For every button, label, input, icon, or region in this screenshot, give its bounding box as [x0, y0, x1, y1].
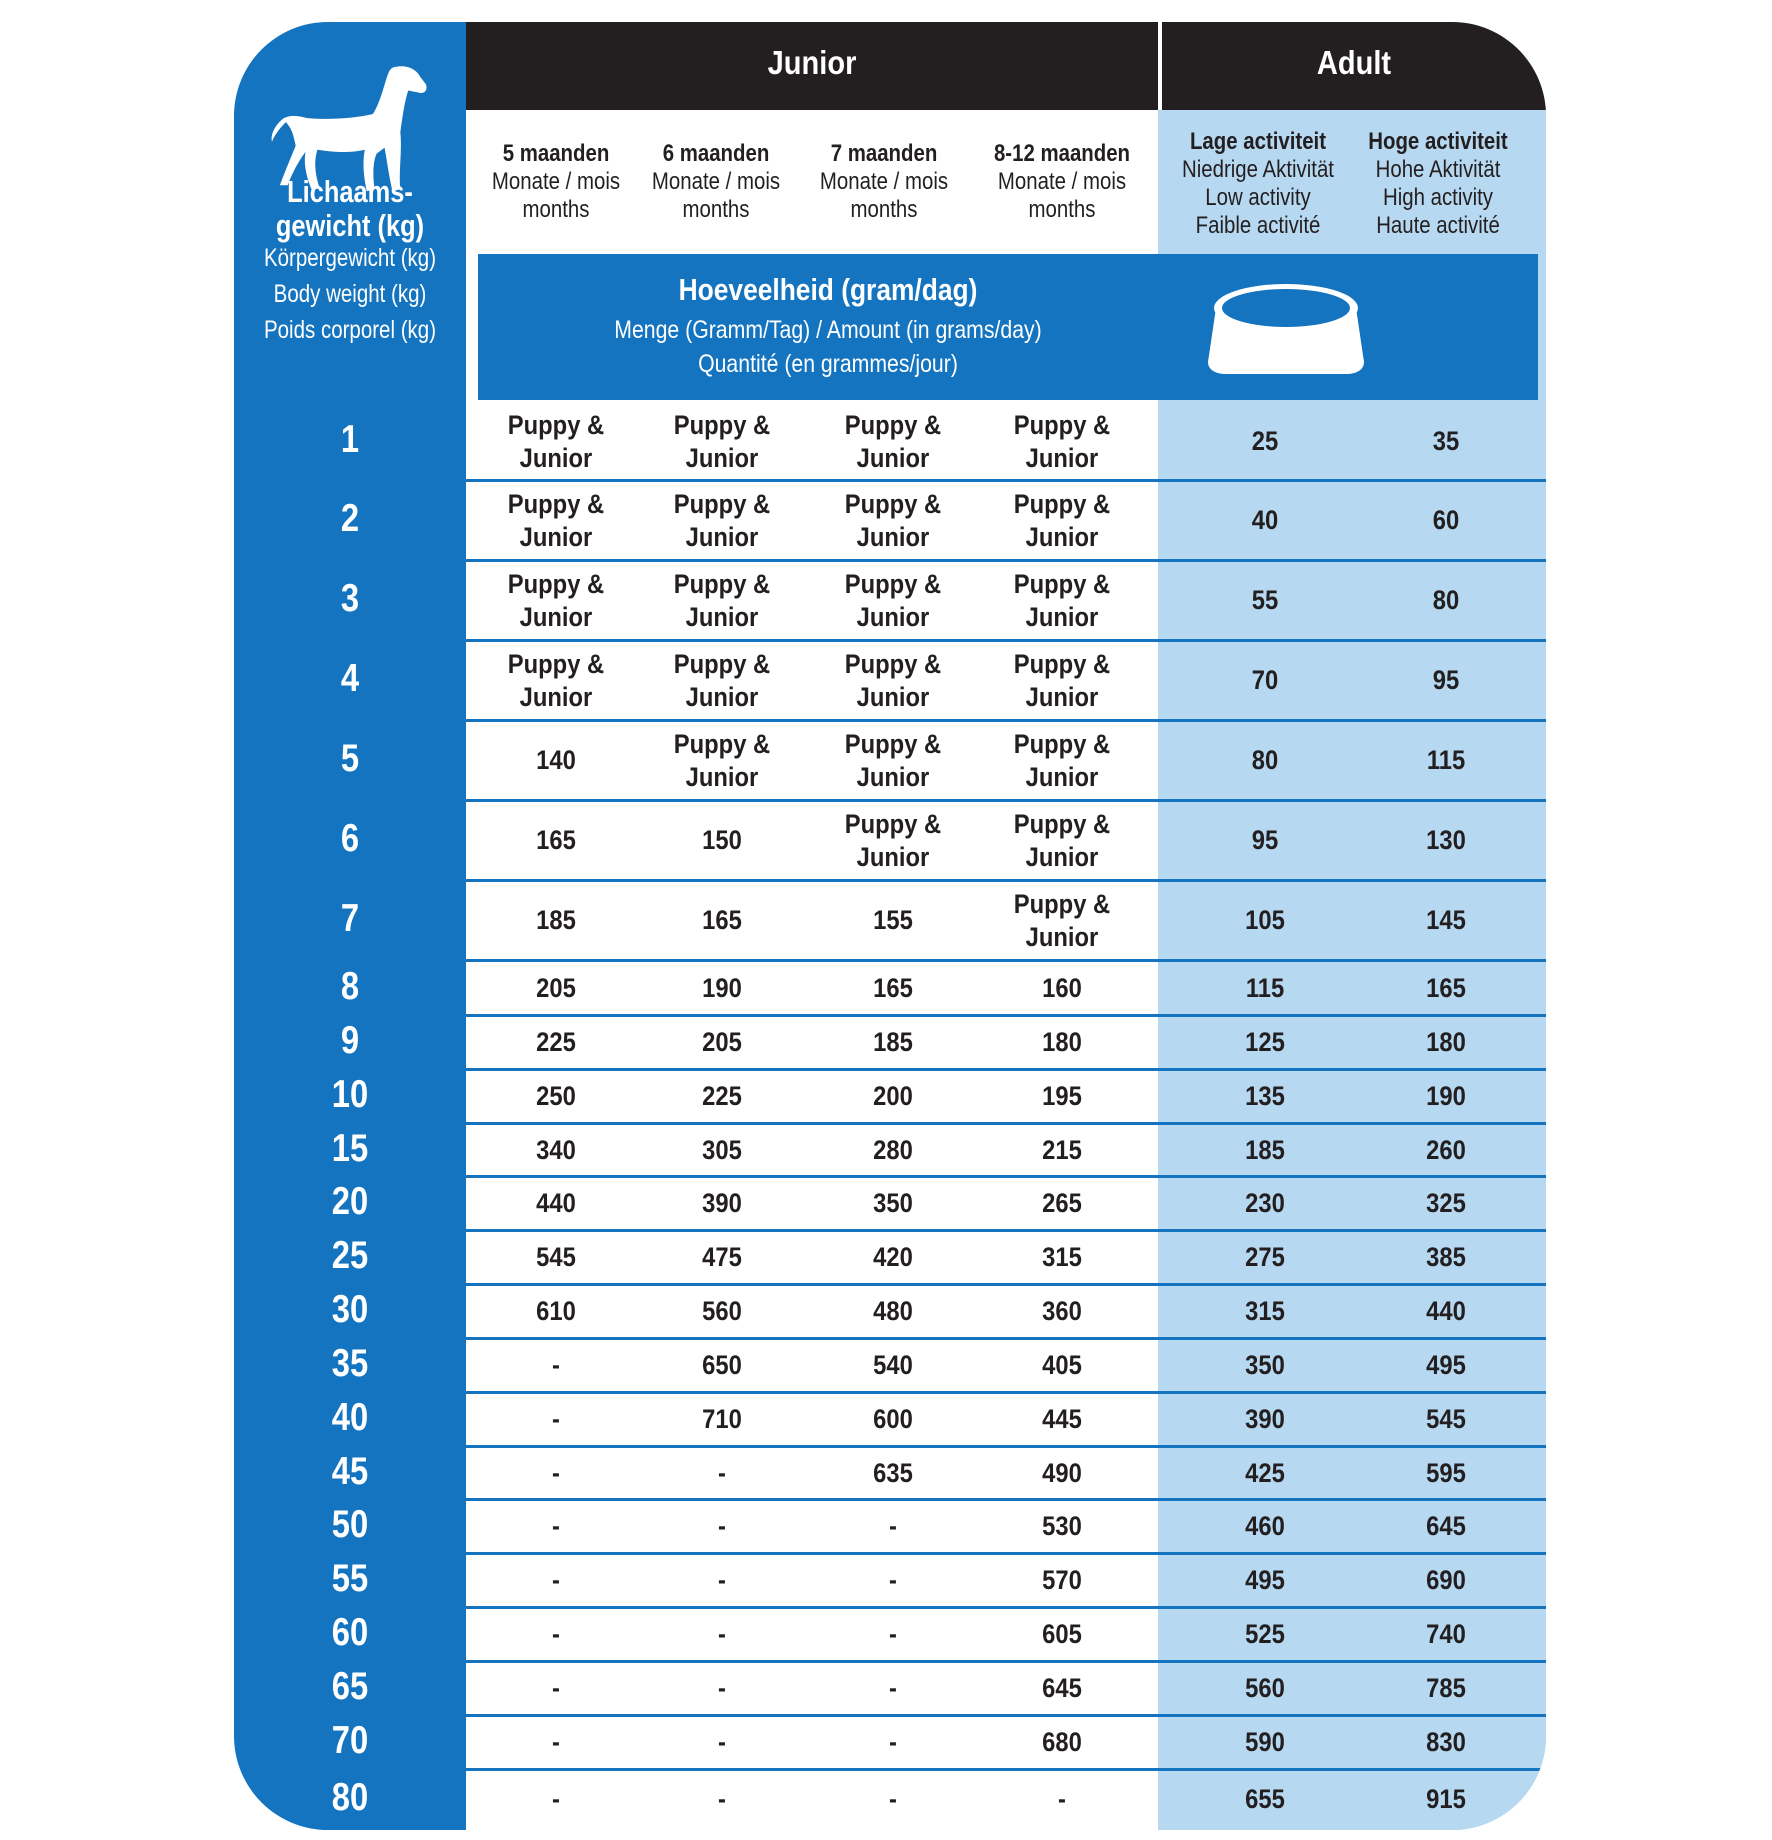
cell-label-line1: Puppy & [1013, 889, 1111, 919]
cell-amount: 125 [1245, 1027, 1285, 1057]
cell-label-line1: Puppy & [507, 649, 605, 679]
cell-amount: 495 [1426, 1350, 1466, 1380]
cell-amount: 180 [1426, 1027, 1466, 1057]
col-header-6-months [648, 140, 784, 224]
cell-amount: 105 [1245, 905, 1285, 935]
cell-puppy-junior [645, 568, 800, 634]
cell-amount: - [889, 1619, 897, 1649]
cell-puppy-junior [816, 488, 971, 554]
body-weight-label-nl-2: gewicht (kg) [275, 208, 425, 243]
cell-amount: 250 [536, 1081, 576, 1111]
food-bowl-icon [1206, 278, 1366, 378]
row-weight: 15 [331, 1126, 369, 1170]
row-weight: 25 [331, 1234, 369, 1277]
cell-label-line1: Puppy & [1013, 729, 1111, 759]
row-divider [466, 879, 1546, 882]
body-weight-label-en: Body weight (kg) [273, 280, 427, 308]
row-weight: 1 [340, 417, 360, 461]
cell-puppy-junior [985, 409, 1140, 475]
cell-amount: - [552, 1565, 560, 1595]
cell-amount: 265 [1042, 1188, 1082, 1218]
cell-label-line2: Junior [685, 762, 759, 792]
row-weight: 6 [340, 817, 360, 860]
cell-label-line1: Puppy & [673, 569, 771, 599]
cell-amount: 650 [702, 1350, 742, 1380]
cell-label-line1: Puppy & [507, 409, 605, 440]
cell-amount: - [718, 1619, 726, 1649]
row-weight: 8 [340, 964, 360, 1008]
row-weight: 65 [331, 1665, 369, 1708]
cell-amount: 315 [1245, 1296, 1285, 1326]
col-header-line3: months [682, 196, 750, 223]
col-header-5-months [480, 140, 633, 224]
col-header-label: 8-12 maanden [993, 140, 1131, 167]
feeding-table-card [234, 22, 1546, 1830]
cell-amount: - [718, 1511, 726, 1541]
cell-puppy-junior [479, 488, 634, 554]
cell-label-line2: Junior [685, 602, 759, 632]
cell-label-line2: Junior [856, 442, 930, 473]
col-header-label: 6 maanden [662, 140, 770, 167]
row-weight: 20 [331, 1180, 369, 1223]
cell-label-line2: Junior [1025, 922, 1099, 952]
cell-label-line2: Junior [519, 442, 593, 473]
row-divider [466, 719, 1546, 722]
cell-amount: 440 [1426, 1296, 1466, 1326]
cell-label-line1: Puppy & [844, 649, 942, 679]
cell-amount: 390 [1245, 1404, 1285, 1434]
cell-amount: 205 [702, 1027, 742, 1057]
group-header-bar [466, 22, 1546, 110]
cell-amount: 305 [702, 1134, 742, 1165]
col-header-fr: Haute activité [1376, 212, 1500, 239]
cell-label-line2: Junior [856, 682, 930, 712]
cell-label-line2: Junior [856, 842, 930, 872]
cell-label-line2: Junior [519, 522, 593, 552]
row-weight: 9 [340, 1019, 360, 1062]
cell-amount: 80 [1251, 745, 1279, 775]
cell-label-line1: Puppy & [1013, 649, 1111, 679]
cell-amount: - [718, 1457, 726, 1488]
cell-label-line2: Junior [856, 602, 930, 632]
cell-amount: - [718, 1727, 726, 1757]
cell-amount: 460 [1245, 1511, 1285, 1541]
row-weight: 40 [331, 1396, 369, 1439]
cell-amount: 40 [1251, 505, 1279, 535]
row-weight: 60 [331, 1611, 369, 1654]
cell-amount: 440 [536, 1188, 576, 1218]
cell-amount: 60 [1432, 505, 1460, 535]
cell-amount: 710 [702, 1404, 742, 1434]
cell-amount: - [552, 1727, 560, 1757]
cell-amount: 645 [1426, 1511, 1466, 1541]
row-weight: 50 [331, 1503, 369, 1546]
row-divider [466, 639, 1546, 642]
cell-puppy-junior [985, 888, 1140, 954]
cell-amount: 350 [873, 1188, 913, 1218]
col-header-label: Lage activiteit [1189, 128, 1327, 155]
row-divider [466, 1014, 1546, 1017]
cell-amount: - [1058, 1784, 1066, 1814]
amount-title: Hoeveelheid (gram/dag) [678, 272, 978, 307]
cell-label-line2: Junior [1025, 682, 1099, 712]
row-divider [466, 1768, 1546, 1771]
row-divider [466, 1283, 1546, 1286]
col-header-line3: months [850, 196, 918, 223]
cell-label-line1: Puppy & [844, 809, 942, 839]
cell-amount: - [718, 1784, 726, 1814]
cell-amount: 275 [1245, 1242, 1285, 1272]
cell-amount: 225 [536, 1027, 576, 1057]
cell-amount: 185 [536, 905, 576, 935]
cell-amount: 525 [1245, 1619, 1285, 1649]
cell-amount: 595 [1426, 1457, 1466, 1488]
cell-puppy-junior [816, 808, 971, 874]
row-divider [466, 1175, 1546, 1178]
cell-amount: - [552, 1673, 560, 1703]
cell-amount: - [552, 1619, 560, 1649]
cell-amount: 405 [1042, 1350, 1082, 1380]
cell-label-line2: Junior [685, 682, 759, 712]
cell-amount: 35 [1432, 425, 1460, 456]
cell-amount: 190 [702, 972, 742, 1003]
cell-amount: - [718, 1565, 726, 1595]
cell-amount: 55 [1251, 585, 1279, 615]
cell-amount: 315 [1042, 1242, 1082, 1272]
cell-amount: 205 [536, 972, 576, 1003]
cell-amount: 165 [702, 905, 742, 935]
cell-amount: 200 [873, 1081, 913, 1111]
cell-amount: 645 [1042, 1673, 1082, 1703]
body-weight-label-fr: Poids corporel (kg) [263, 316, 437, 344]
cell-amount: 160 [1042, 972, 1082, 1003]
col-header-de: Niedrige Aktivität [1182, 156, 1334, 183]
cell-puppy-junior [985, 648, 1140, 714]
row-weight: 5 [340, 737, 360, 780]
cell-amount: 150 [702, 825, 742, 855]
cell-amount: 605 [1042, 1619, 1082, 1649]
cell-amount: 70 [1251, 665, 1279, 695]
row-divider [466, 1391, 1546, 1394]
cell-amount: 280 [873, 1134, 913, 1165]
cell-amount: 165 [1426, 972, 1466, 1003]
cell-amount: 260 [1426, 1134, 1466, 1165]
cell-amount: 785 [1426, 1673, 1466, 1703]
col-header-line2: Monate / mois [491, 168, 621, 195]
cell-amount: 915 [1426, 1784, 1466, 1814]
row-weight: 70 [331, 1719, 369, 1762]
col-header-line2: Monate / mois [819, 168, 949, 195]
cell-label-line1: Puppy & [507, 489, 605, 519]
adult-group-title: Adult [1316, 44, 1392, 81]
cell-amount: 680 [1042, 1727, 1082, 1757]
col-header-low-activity [1173, 128, 1343, 240]
cell-amount: 545 [536, 1242, 576, 1272]
cell-label-line1: Puppy & [673, 489, 771, 519]
cell-amount: 610 [536, 1296, 576, 1326]
cell-amount: 135 [1245, 1081, 1285, 1111]
col-header-line2: Monate / mois [651, 168, 781, 195]
col-header-7-months [816, 140, 952, 224]
cell-label-line2: Junior [685, 522, 759, 552]
cell-amount: - [889, 1511, 897, 1541]
row-divider [466, 959, 1546, 962]
cell-amount: 95 [1432, 665, 1460, 695]
cell-amount: 655 [1245, 1784, 1285, 1814]
col-header-line3: months [1028, 196, 1096, 223]
cell-amount: 635 [873, 1457, 913, 1488]
amount-subtitle-1: Menge (Gramm/Tag) / Amount (in grams/day) [614, 316, 1042, 344]
cell-label-line1: Puppy & [507, 569, 605, 599]
cell-puppy-junior [985, 728, 1140, 794]
cell-label-line2: Junior [1025, 762, 1099, 792]
cell-puppy-junior [479, 568, 634, 634]
cell-amount: 480 [873, 1296, 913, 1326]
cell-label-line1: Puppy & [844, 409, 942, 440]
row-weight: 7 [340, 897, 360, 940]
cell-amount: 445 [1042, 1404, 1082, 1434]
cell-puppy-junior [645, 648, 800, 714]
cell-amount: 570 [1042, 1565, 1082, 1595]
cell-amount: 185 [873, 1027, 913, 1057]
cell-amount: - [552, 1784, 560, 1814]
cell-puppy-junior [985, 808, 1140, 874]
group-divider [1158, 22, 1162, 110]
row-weight: 30 [331, 1288, 369, 1331]
cell-puppy-junior [479, 409, 634, 475]
col-header-label: Hoge activiteit [1368, 128, 1508, 155]
cell-label-line2: Junior [519, 602, 593, 632]
row-divider [466, 1714, 1546, 1717]
body-weight-label-nl-1: Lichaams- [287, 174, 413, 209]
row-weight: 55 [331, 1557, 369, 1600]
cell-amount: - [889, 1565, 897, 1595]
cell-label-line1: Puppy & [1013, 569, 1111, 599]
body-weight-column [234, 22, 466, 1830]
row-weight: 3 [340, 577, 360, 620]
cell-label-line1: Puppy & [844, 729, 942, 759]
cell-puppy-junior [816, 648, 971, 714]
row-weight: 10 [331, 1073, 369, 1116]
body-weight-label-de: Körpergewicht (kg) [263, 244, 437, 272]
cell-puppy-junior [479, 648, 634, 714]
cell-label-line2: Junior [1025, 842, 1099, 872]
cell-amount: 225 [702, 1081, 742, 1111]
cell-label-line1: Puppy & [1013, 489, 1111, 519]
cell-amount: 600 [873, 1404, 913, 1434]
cell-amount: 190 [1426, 1081, 1466, 1111]
cell-label-line1: Puppy & [1013, 409, 1111, 440]
row-weight: 35 [331, 1342, 369, 1385]
row-divider [466, 1068, 1546, 1071]
row-divider [466, 479, 1546, 482]
cell-amount: 390 [702, 1188, 742, 1218]
cell-amount: 420 [873, 1242, 913, 1272]
cell-amount: 690 [1426, 1565, 1466, 1595]
cell-label-line1: Puppy & [844, 569, 942, 599]
cell-label-line2: Junior [685, 442, 759, 473]
row-divider [466, 1660, 1546, 1663]
cell-amount: - [552, 1350, 560, 1380]
cell-amount: - [552, 1457, 560, 1488]
row-weight: 45 [331, 1449, 369, 1493]
amount-header-band [478, 254, 1538, 400]
col-header-line3: months [522, 196, 590, 223]
cell-amount: - [889, 1784, 897, 1814]
cell-label-line1: Puppy & [673, 729, 771, 759]
cell-amount: 590 [1245, 1727, 1285, 1757]
cell-puppy-junior [645, 488, 800, 554]
cell-amount: 80 [1432, 585, 1460, 615]
cell-label-line1: Puppy & [673, 649, 771, 679]
cell-amount: 185 [1245, 1134, 1285, 1165]
cell-amount: 25 [1251, 425, 1279, 456]
cell-amount: 115 [1426, 745, 1466, 775]
feeding-amounts-panel [466, 22, 1546, 1830]
cell-label-line1: Puppy & [1013, 809, 1111, 839]
row-divider [466, 1122, 1546, 1125]
cell-amount: 830 [1426, 1727, 1466, 1757]
cell-amount: 165 [536, 825, 576, 855]
cell-amount: 180 [1042, 1027, 1082, 1057]
cell-amount: - [552, 1404, 560, 1434]
cell-puppy-junior [645, 728, 800, 794]
row-divider [466, 1445, 1546, 1448]
cell-amount: 740 [1426, 1619, 1466, 1649]
cell-amount: 95 [1251, 825, 1279, 855]
row-weight: 2 [340, 497, 360, 540]
row-divider [466, 799, 1546, 802]
cell-amount: 140 [536, 745, 576, 775]
cell-amount: 195 [1042, 1081, 1082, 1111]
cell-label-line2: Junior [1025, 442, 1099, 473]
col-header-label: 7 maanden [830, 140, 938, 167]
cell-amount: - [718, 1673, 726, 1703]
cell-amount: 340 [536, 1134, 576, 1165]
cell-amount: 495 [1245, 1565, 1285, 1595]
cell-amount: 560 [1245, 1673, 1285, 1703]
amount-subtitle-2: Quantité (en grammes/jour) [698, 350, 958, 378]
cell-puppy-junior [816, 728, 971, 794]
cell-puppy-junior [816, 409, 971, 475]
row-divider [466, 559, 1546, 562]
cell-label-line1: Puppy & [844, 489, 942, 519]
col-header-en: High activity [1383, 184, 1493, 211]
cell-amount: 540 [873, 1350, 913, 1380]
cell-amount: - [889, 1727, 897, 1757]
cell-amount: 360 [1042, 1296, 1082, 1326]
cell-amount: 545 [1426, 1404, 1466, 1434]
row-divider [466, 1337, 1546, 1340]
cell-amount: 530 [1042, 1511, 1082, 1541]
cell-label-line2: Junior [856, 522, 930, 552]
cell-amount: 130 [1426, 825, 1466, 855]
cell-amount: 350 [1245, 1350, 1285, 1380]
row-weight: 80 [331, 1776, 369, 1819]
cell-amount: - [552, 1511, 560, 1541]
cell-amount: 165 [873, 972, 913, 1003]
cell-amount: 475 [702, 1242, 742, 1272]
col-header-line2: Monate / mois [997, 168, 1127, 195]
cell-amount: 230 [1245, 1188, 1285, 1218]
col-header-de: Hohe Aktivität [1375, 156, 1501, 183]
cell-amount: 215 [1042, 1134, 1082, 1165]
col-header-label: 5 maanden [502, 140, 610, 167]
cell-puppy-junior [816, 568, 971, 634]
cell-amount: 490 [1042, 1457, 1082, 1488]
col-header-8-12-months [977, 140, 1147, 224]
cell-amount: - [889, 1673, 897, 1703]
cell-amount: 145 [1426, 905, 1466, 935]
row-weight: 4 [340, 657, 360, 700]
cell-puppy-junior [985, 488, 1140, 554]
col-header-fr: Faible activité [1195, 212, 1321, 239]
cell-label-line2: Junior [519, 682, 593, 712]
col-header-en: Low activity [1205, 184, 1311, 211]
cell-amount: 155 [873, 905, 913, 935]
row-divider [466, 1229, 1546, 1232]
cell-label-line1: Puppy & [673, 409, 771, 440]
cell-label-line2: Junior [1025, 522, 1099, 552]
cell-amount: 560 [702, 1296, 742, 1326]
cell-label-line2: Junior [1025, 602, 1099, 632]
junior-group-title: Junior [767, 44, 857, 81]
cell-amount: 425 [1245, 1457, 1285, 1488]
cell-puppy-junior [645, 409, 800, 475]
row-divider [466, 1606, 1546, 1609]
cell-puppy-junior [985, 568, 1140, 634]
row-divider [466, 1498, 1546, 1501]
col-header-high-activity [1353, 128, 1523, 240]
cell-amount: 385 [1426, 1242, 1466, 1272]
cell-label-line2: Junior [856, 762, 930, 792]
row-divider [466, 1552, 1546, 1555]
cell-amount: 325 [1426, 1188, 1466, 1218]
cell-amount: 115 [1245, 972, 1285, 1003]
